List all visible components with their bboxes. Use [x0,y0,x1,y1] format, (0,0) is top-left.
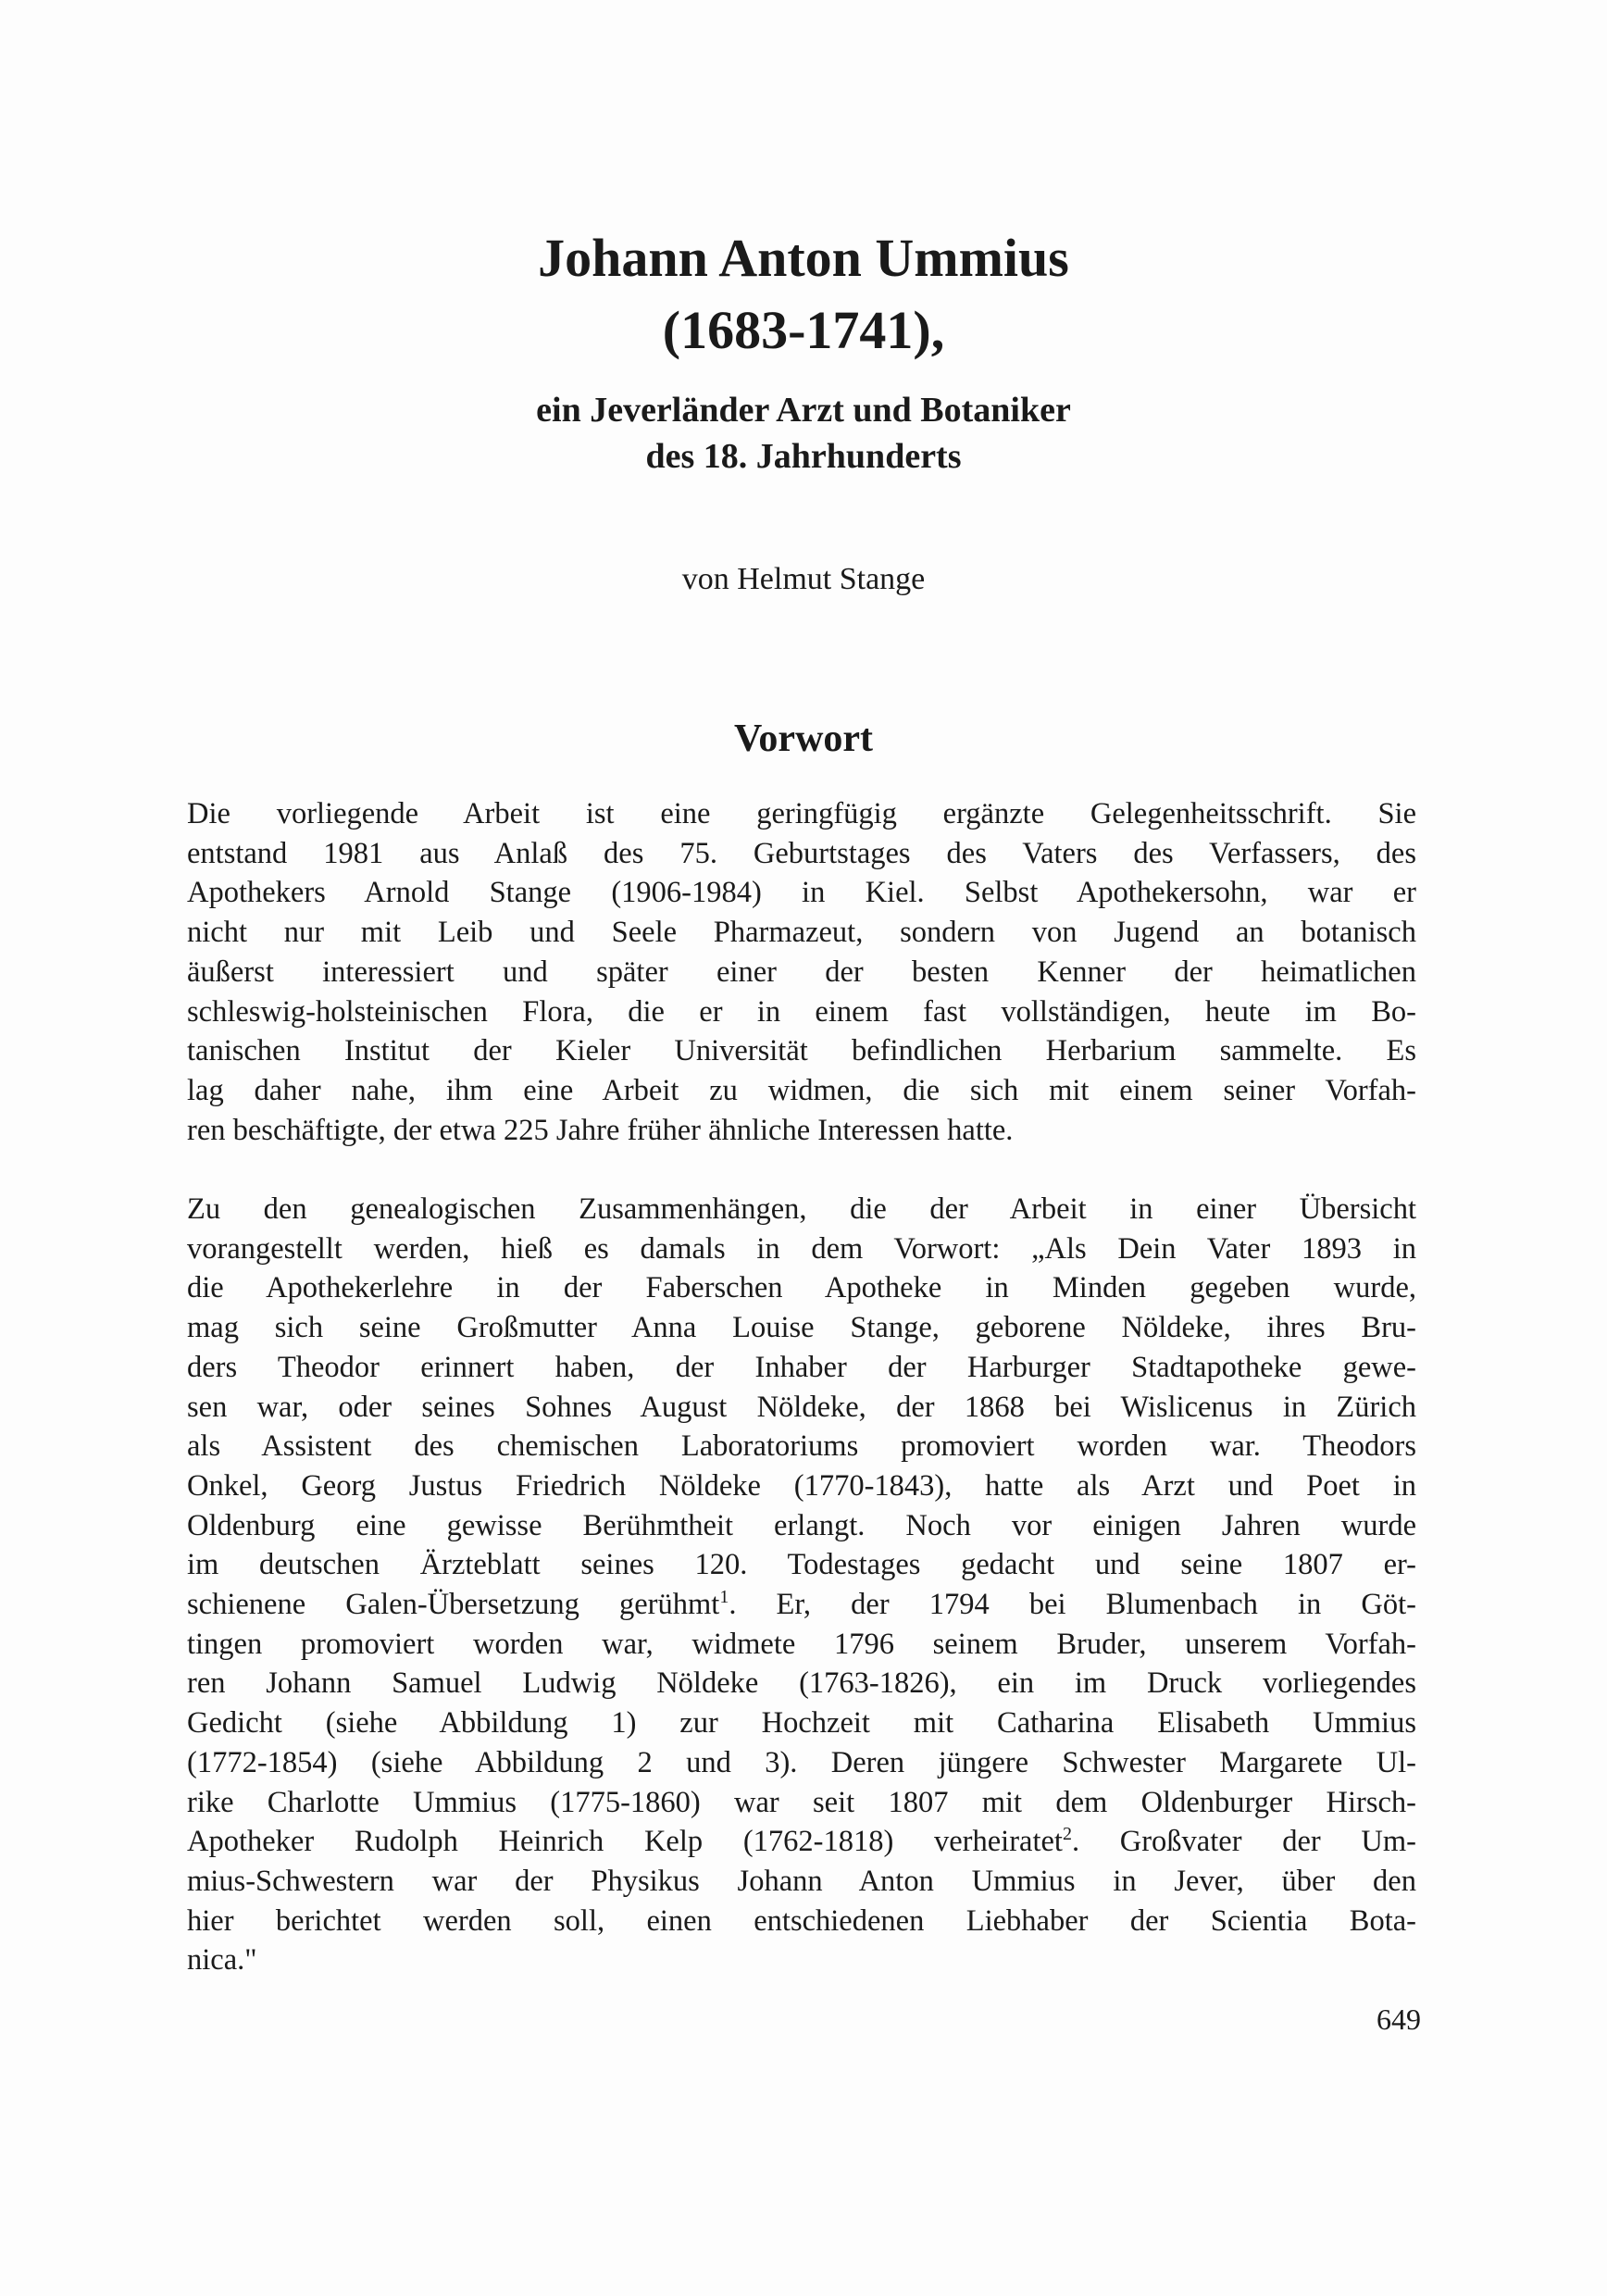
paragraph-line: Onkel, Georg Justus Friedrich Nöldeke (1770-1843), hatte als Arzt und Poet in [187,1468,1416,1503]
article-subtitle [0,387,1607,480]
paragraph-line: tingen promoviert worden war, widmete 1796 seinem Bruder, unserem Vorfah- [187,1627,1416,1661]
paragraph-line: sen war, oder seines Sohnes August Nöldeke, der 1868 bei Wislicenus in Zürich [187,1390,1416,1424]
title-line-1: Johann Anton Ummius [538,228,1069,288]
line-text: Apotheker Rudolph Heinrich Kelp (1762-1818) verheiratet [187,1825,1063,1859]
paragraph-line: Zu den genealogischen Zusammenhängen, die der Arbeit in einer Übersicht [187,1192,1416,1226]
title-line-2: (1683-1741), [662,300,945,360]
subtitle-line-1: ein Jeverländer Arzt und Botaniker [536,391,1071,430]
paragraph-line: nicht nur mit Leib und Seele Pharmazeut, sondern von Jugend an botanisch [187,916,1416,950]
paragraph-line-with-footnote [187,1585,1416,1625]
paragraph-line: äußerst interessiert und später einer der besten Kenner der heimatlichen [187,955,1416,989]
paragraph-line: Oldenburg eine gewisse Berühmtheit erlangt. Noch vor einigen Jahren wurde [187,1508,1416,1542]
paragraph-line: vorangestellt werden, hieß es damals in dem Vorwort: „Als Dein Vater 1893 in [187,1231,1416,1266]
paragraph-line: schleswig-holsteinischen Flora, die er in einem fast vollständigen, heute im Bo- [187,994,1416,1029]
line-text: schienene Galen-Übersetzung gerühmt [187,1588,720,1622]
line-text: . Großvater der Um- [1071,1825,1416,1859]
paragraph-line: als Assistent des chemischen Laboratoriums promoviert worden war. Theodors [187,1429,1416,1464]
paragraph-2 [187,1190,1416,1980]
paragraph-line: ren Johann Samuel Ludwig Nöldeke (1763-1826), ein im Druck vorliegendes [187,1666,1416,1701]
paragraph-line: nica." [187,1943,257,1978]
paragraph-line: mius-Schwestern war der Physikus Johann Anton Ummius in Jever, über den [187,1864,1416,1898]
article-title [0,222,1607,367]
subtitle-line-2: des 18. Jahrhunderts [645,437,962,476]
paragraph-1 [187,794,1416,1150]
footnote-mark: 1 [719,1587,729,1608]
paragraph-line: (1772-1854) (siehe Abbildung 2 und 3). Deren jüngere Schwester Margarete Ul- [187,1745,1416,1779]
paragraph-line: die Apothekerlehre in der Faberschen Apotheke in Minden gegeben wurde, [187,1271,1416,1305]
paragraph-line: entstand 1981 aus Anlaß des 75. Geburtstages des Vaters des Verfassers, des [187,836,1416,870]
paragraph-line: Apothekers Arnold Stange (1906-1984) in Kiel. Selbst Apothekersohn, war er [187,876,1416,910]
paragraph-line: ren beschäftigte, der etwa 225 Jahre früher ähnliche Interessen hatte. [187,1113,1014,1147]
line-text: . Er, der 1794 bei Blumenbach in Göt- [729,1588,1416,1622]
paragraph-line: Die vorliegende Arbeit ist eine geringfügig ergänzte Gelegenheitsschrift. Sie [187,797,1416,830]
paragraph-line: tanischen Institut der Kieler Universität befindlichen Herbarium sammelte. Es [187,1034,1416,1068]
author-byline: von Helmut Stange [681,562,926,596]
section-heading: Vorwort [733,718,874,760]
page-number: 649 [1377,2003,1421,2036]
paragraph-line: im deutschen Ärzteblatt seines 120. Todestages gedacht und seine 1807 er- [187,1548,1416,1582]
paragraph-line: mag sich seine Großmutter Anna Louise Stange, geborene Nöldeke, ihres Bru- [187,1311,1416,1345]
paragraph-line: lag daher nahe, ihm eine Arbeit zu widmen, die sich mit einem seiner Vorfah- [187,1073,1416,1107]
paragraph-line: Gedicht (siehe Abbildung 1) zur Hochzeit mit Catharina Elisabeth Ummius [187,1706,1416,1741]
paragraph-line: hier berichtet werden soll, einen entschiedenen Liebhaber der Scientia Bota- [187,1903,1416,1938]
footnote-mark: 2 [1062,1824,1072,1845]
paragraph-line-with-footnote [187,1822,1416,1862]
paragraph-line: rike Charlotte Ummius (1775-1860) war seit 1807 mit dem Oldenburger Hirsch- [187,1785,1416,1819]
paragraph-line: ders Theodor erinnert haben, der Inhaber der Harburger Stadtapotheke gewe- [187,1350,1416,1384]
